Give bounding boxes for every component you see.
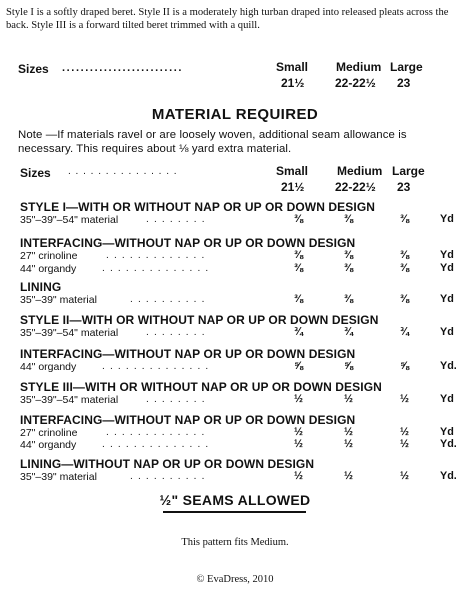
cell-small: ⅜ [294,213,304,225]
material-required-title: MATERIAL REQUIRED [151,106,319,123]
cell-small: ½ [294,426,304,438]
cell-large: ⅝ [400,360,410,372]
row-label: 44" organdy [20,361,77,373]
cell-unit: Yd. [440,470,457,482]
cell-unit: Yd [440,249,454,261]
row-label: 35"–39"–54" material [20,327,119,339]
cell-small: ⅜ [294,262,304,274]
cell-medium: ⅜ [344,249,354,261]
cell-medium: ½ [344,393,354,405]
section-title: STYLE III—WITH OR WITHOUT NAP OR UP OR DOWN DESIGN [20,380,382,394]
row-dots: . . . . . . . . . . [130,294,206,305]
row-dots: . . . . . . . . [146,327,206,338]
row-label: 27" crinoline [20,250,78,262]
section-title: LINING [20,280,62,294]
seams-underline [163,511,306,513]
row-label: 35"–39" material [20,294,97,306]
cell-medium: ½ [344,438,354,450]
row-dots: . . . . . . . . . . . . . [106,427,206,438]
cell-small: ¾ [294,326,304,338]
cell-large: ½ [400,438,410,450]
section-title: INTERFACING—WITHOUT NAP OR UP OR DOWN DESIGN [20,347,356,361]
row-label: 35"–39"–54" material [20,214,119,226]
cell-unit: Yd [440,326,454,338]
cell-small: ½ [294,393,304,405]
row-label: 44" organdy [20,439,77,451]
top-value-medium: 22-22½ [335,76,376,90]
cell-medium: ½ [344,470,354,482]
cell-medium: ½ [344,426,354,438]
row-dots: . . . . . . . . [146,214,206,225]
cell-small: ⅝ [294,360,304,372]
cell-unit: Yd [440,426,454,438]
seam-allowance-note: Note —If materials ravel or are loosely woven, additional seam allowance is necessary. This requires about ⅛ yard extra material. [18,129,407,155]
row-dots: . . . . . . . . . . . . . [106,250,206,261]
cell-unit: Yd [440,393,454,405]
top-sizes-label: Sizes [18,62,49,76]
cell-large: ⅜ [400,213,410,225]
top-header-medium: Medium [336,60,382,74]
cell-unit: Yd. [440,438,457,450]
cell-unit: Yd [440,293,454,305]
material-sizes-label: Sizes [20,166,51,180]
cell-large: ½ [400,426,410,438]
material-value-large: 23 [397,180,411,194]
material-value-medium: 22-22½ [335,180,376,194]
copyright: © EvaDress, 2010 [196,574,274,585]
section-title: INTERFACING—WITHOUT NAP OR UP OR DOWN DESIGN [20,413,356,427]
row-label: 35"–39" material [20,471,97,483]
top-value-small: 21½ [281,76,305,90]
material-header-medium: Medium [337,164,383,178]
cell-medium: ⅜ [344,293,354,305]
row-dots: . . . . . . . . . . [130,471,206,482]
cell-large: ⅜ [400,262,410,274]
cell-large: ½ [400,470,410,482]
material-value-small: 21½ [281,180,305,194]
seams-allowed-heading: ½" SEAMS ALLOWED [159,492,311,508]
top-header-small: Small [276,60,309,74]
section-title: LINING—WITHOUT NAP OR UP OR DOWN DESIGN [20,457,315,471]
cell-large: ½ [400,393,410,405]
material-header-small: Small [276,164,309,178]
cell-large: ¾ [400,326,410,338]
top-sizes-dots: .......................... [62,62,184,74]
top-value-large: 23 [397,76,411,90]
row-dots: . . . . . . . . . . . . . . [102,263,210,274]
cell-unit: Yd. [440,360,457,372]
row-dots: . . . . . . . . . . . . . . [102,439,210,450]
cell-large: ⅜ [400,249,410,261]
section-title: STYLE II—WITH OR WITHOUT NAP OR UP OR DOWN DESIGN [20,313,379,327]
row-label: 27" crinoline [20,427,78,439]
cell-small: ⅜ [294,293,304,305]
material-sizes-dots: . . . . . . . . . . . . . . . [68,166,178,177]
top-header-large: Large [390,60,423,74]
row-dots: . . . . . . . . . . . . . . [102,361,210,372]
cell-medium: ¾ [344,326,354,338]
row-label: 35"–39"–54" material [20,394,119,406]
cell-small: ½ [294,438,304,450]
row-label: 44" organdy [20,263,77,275]
cell-unit: Yd [440,262,454,274]
cell-medium: ⅜ [344,262,354,274]
cell-large: ⅜ [400,293,410,305]
cell-unit: Yd [440,213,454,225]
material-header-large: Large [392,164,425,178]
cell-medium: ⅜ [344,213,354,225]
cell-small: ⅜ [294,249,304,261]
section-title: STYLE I—WITH OR WITHOUT NAP OR UP OR DOWN DESIGN [20,200,376,214]
section-title: INTERFACING—WITHOUT NAP OR UP OR DOWN DESIGN [20,236,356,250]
cell-medium: ⅝ [344,360,354,372]
cell-small: ½ [294,470,304,482]
row-dots: . . . . . . . . [146,394,206,405]
style-description: Style I is a softly draped beret. Style II is a moderately high turban draped into released pleats across the back. Style III is a forward tilted beret trimmed with a quill. [6,7,449,31]
fit-note: This pattern fits Medium. [181,537,289,548]
